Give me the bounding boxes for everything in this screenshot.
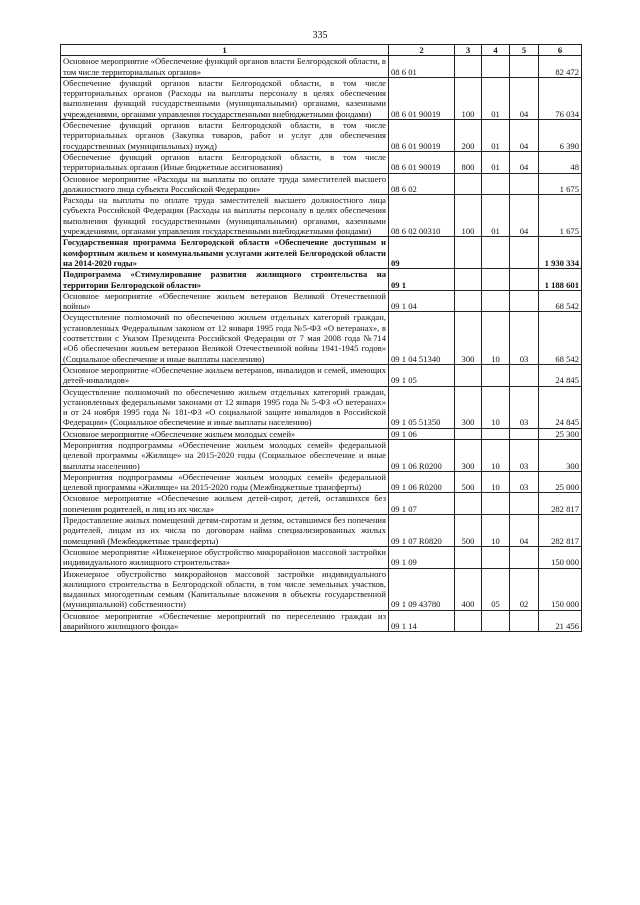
table-row — [61, 610, 582, 632]
row-target-article-code: 09 1 09 43780 — [389, 568, 455, 610]
row-section-code — [482, 546, 510, 568]
table-row — [61, 471, 582, 493]
table-row — [61, 173, 582, 195]
column-header-sum: 6 — [539, 45, 582, 56]
row-section-code: 01 — [482, 195, 510, 237]
row-amount: 1 675 — [539, 173, 582, 195]
row-expense-type-code — [455, 237, 482, 269]
row-target-article-code: 09 1 07 R0820 — [389, 515, 455, 547]
row-amount: 68 542 — [539, 290, 582, 312]
row-target-article-code: 09 — [389, 237, 455, 269]
row-target-article-code: 08 6 01 90019 — [389, 151, 455, 173]
budget-table — [60, 44, 582, 632]
row-subsection-code: 03 — [510, 471, 539, 493]
row-section-code: 10 — [482, 312, 510, 364]
table-row — [61, 56, 582, 78]
table-body — [61, 56, 582, 632]
row-expense-type-code: 300 — [455, 312, 482, 364]
row-name: Основное мероприятие «Обеспечение жильем ветеранов, инвалидов и семей, имеющих детей-инвалидов» — [61, 364, 389, 386]
row-name: Мероприятия подпрограммы «Обеспечение жильем молодых семей» федеральной целевой программы «Жилище» на 2015-2020 годы (Социальное обеспечение и иные выплаты населению) — [61, 439, 389, 471]
table-row — [61, 312, 582, 364]
row-amount: 282 817 — [539, 493, 582, 515]
column-header-csr: 2 — [389, 45, 455, 56]
row-expense-type-code: 500 — [455, 515, 482, 547]
row-target-article-code: 09 1 04 51340 — [389, 312, 455, 364]
row-section-code: 01 — [482, 77, 510, 119]
row-name: Основное мероприятие «Инженерное обустройство микрорайонов массовой застройки индивидуального жилищного строительства» — [61, 546, 389, 568]
row-expense-type-code — [455, 269, 482, 291]
row-target-article-code: 09 1 06 R0200 — [389, 439, 455, 471]
row-target-article-code: 09 1 04 — [389, 290, 455, 312]
column-header-vr: 3 — [455, 45, 482, 56]
row-target-article-code: 09 1 06 R0200 — [389, 471, 455, 493]
row-section-code — [482, 269, 510, 291]
row-subsection-code — [510, 173, 539, 195]
row-target-article-code: 08 6 02 00310 — [389, 195, 455, 237]
row-subsection-code: 04 — [510, 515, 539, 547]
row-target-article-code: 08 6 01 90019 — [389, 120, 455, 152]
row-amount: 68 542 — [539, 312, 582, 364]
row-amount: 150 000 — [539, 546, 582, 568]
table-row — [61, 546, 582, 568]
row-subsection-code — [510, 610, 539, 632]
row-amount: 24 845 — [539, 364, 582, 386]
row-expense-type-code — [455, 428, 482, 439]
row-section-code — [482, 290, 510, 312]
row-name: Обеспечение функций органов власти Белгородской области, в том числе территориальных органов (Иные бюджетные ассигнования) — [61, 151, 389, 173]
table-row — [61, 237, 582, 269]
row-amount: 25 300 — [539, 428, 582, 439]
column-header-rz: 4 — [482, 45, 510, 56]
row-name: Мероприятия подпрограммы «Обеспечение жильем молодых семей» федеральной целевой программы «Жилище» на 2015-2020 годы (Межбюджетные трансферты) — [61, 471, 389, 493]
row-section-code — [482, 428, 510, 439]
row-name: Основное мероприятие «Обеспечение жильем ветеранов Великой Отечественной войны» — [61, 290, 389, 312]
column-header-name: 1 — [61, 45, 389, 56]
row-section-code — [482, 237, 510, 269]
row-amount: 24 845 — [539, 386, 582, 428]
row-name: Предоставление жилых помещений детям-сиротам и детям, оставшимся без попечения родителей, лицам из их числа по договорам найма специализированных жилых помещений (Межбюджетные трансферты) — [61, 515, 389, 547]
row-subsection-code: 04 — [510, 151, 539, 173]
row-name: Инженерное обустройство микрорайонов массовой застройки индивидуального жилищного строительства в Белгородской области, в том числе земельных участков, выданных многодетным семьям (Капитальные вложения в объекты государственной (муниципальной) собственности) — [61, 568, 389, 610]
row-expense-type-code: 300 — [455, 386, 482, 428]
row-subsection-code: 03 — [510, 386, 539, 428]
table-row — [61, 386, 582, 428]
row-amount: 150 000 — [539, 568, 582, 610]
row-subsection-code — [510, 428, 539, 439]
row-subsection-code: 03 — [510, 312, 539, 364]
row-subsection-code: 04 — [510, 120, 539, 152]
table-row — [61, 515, 582, 547]
table-row — [61, 428, 582, 439]
column-header-prz: 5 — [510, 45, 539, 56]
row-section-code: 01 — [482, 120, 510, 152]
row-target-article-code: 09 1 14 — [389, 610, 455, 632]
table-row — [61, 269, 582, 291]
row-subsection-code — [510, 56, 539, 78]
row-subsection-code — [510, 364, 539, 386]
row-expense-type-code — [455, 493, 482, 515]
row-subsection-code — [510, 493, 539, 515]
row-expense-type-code — [455, 546, 482, 568]
row-amount: 1 188 601 — [539, 269, 582, 291]
row-expense-type-code: 500 — [455, 471, 482, 493]
table-row — [61, 77, 582, 119]
row-amount: 25 000 — [539, 471, 582, 493]
row-expense-type-code — [455, 364, 482, 386]
row-section-code — [482, 610, 510, 632]
row-expense-type-code: 100 — [455, 77, 482, 119]
row-expense-type-code: 800 — [455, 151, 482, 173]
row-target-article-code: 09 1 — [389, 269, 455, 291]
row-name: Государственная программа Белгородской области «Обеспечение доступным и комфортным жильем и коммунальными услугами жителей Белгородской области на 2014-2020 годы» — [61, 237, 389, 269]
row-expense-type-code: 100 — [455, 195, 482, 237]
row-expense-type-code — [455, 290, 482, 312]
row-target-article-code: 09 1 05 — [389, 364, 455, 386]
row-name: Основное мероприятие «Обеспечение жильем молодых семей» — [61, 428, 389, 439]
row-section-code: 01 — [482, 151, 510, 173]
row-section-code — [482, 364, 510, 386]
row-expense-type-code: 200 — [455, 120, 482, 152]
table-row — [61, 493, 582, 515]
row-name: Основное мероприятие «Обеспечение жильем детей-сирот, детей, оставшихся без попечения родителей, и лиц из их числа» — [61, 493, 389, 515]
row-section-code: 10 — [482, 471, 510, 493]
row-amount: 1 675 — [539, 195, 582, 237]
row-target-article-code: 09 1 07 — [389, 493, 455, 515]
row-amount: 6 390 — [539, 120, 582, 152]
row-section-code: 05 — [482, 568, 510, 610]
row-target-article-code: 09 1 06 — [389, 428, 455, 439]
row-target-article-code: 09 1 09 — [389, 546, 455, 568]
row-amount: 48 — [539, 151, 582, 173]
table-row — [61, 568, 582, 610]
row-target-article-code: 08 6 02 — [389, 173, 455, 195]
row-expense-type-code — [455, 56, 482, 78]
row-target-article-code: 09 1 05 51350 — [389, 386, 455, 428]
row-section-code — [482, 56, 510, 78]
row-amount: 300 — [539, 439, 582, 471]
row-amount: 21 456 — [539, 610, 582, 632]
row-amount: 282 817 — [539, 515, 582, 547]
row-subsection-code — [510, 546, 539, 568]
row-subsection-code — [510, 290, 539, 312]
row-target-article-code: 08 6 01 — [389, 56, 455, 78]
row-subsection-code: 04 — [510, 77, 539, 119]
row-name: Осуществление полномочий по обеспечению жильем отдельных категорий граждан, установленных Федеральным законом от 12 января 1995 года №5-ФЗ «О ветеранах», в соответствии с Указом Президента Российской Федерации от 7 мая 2008 года №714 «Об обеспечении жильем ветеранов Великой Отечественной войны 1941-1945 годов» (Социальное обеспечение и иные выплаты населению) — [61, 312, 389, 364]
row-expense-type-code — [455, 173, 482, 195]
table-row — [61, 151, 582, 173]
row-section-code: 10 — [482, 439, 510, 471]
row-amount: 1 930 334 — [539, 237, 582, 269]
table-row — [61, 195, 582, 237]
row-name: Расходы на выплаты по оплате труда заместителей высшего должностного лица субъекта Российской Федерации (Расходы на выплаты персоналу в целях обеспечения выполнения функций государственными (муниципальными) органами, казенными учреждениями, органами управления государственными внебюджетными фондами) — [61, 195, 389, 237]
row-expense-type-code — [455, 610, 482, 632]
row-section-code: 10 — [482, 386, 510, 428]
table-row — [61, 439, 582, 471]
table-row — [61, 120, 582, 152]
row-name: Осуществление полномочий по обеспечению жильем отдельных категорий граждан, установленных федеральными законами от 12 января 1995 года № 5-ФЗ «О ветеранах» и от 24 ноября 1995 года № 181-ФЗ «О социальной защите инвалидов в Российской Федерации» (Социальное обеспечение и иные выплаты населению) — [61, 386, 389, 428]
row-subsection-code: 03 — [510, 439, 539, 471]
table-row — [61, 290, 582, 312]
row-name: Основное мероприятие «Обеспечение мероприятий по переселению граждан из аварийного жилищного фонда» — [61, 610, 389, 632]
row-name: Основное мероприятие «Расходы на выплаты по оплате труда заместителей высшего должностного лица субъекта Российской Федерации» — [61, 173, 389, 195]
row-name: Обеспечение функций органов власти Белгородской области, в том числе территориальных органов (Закупка товаров, работ и услуг для обеспечения государственных (муниципальных) нужд) — [61, 120, 389, 152]
page-number: 335 — [312, 30, 328, 41]
row-amount: 76 034 — [539, 77, 582, 119]
row-subsection-code: 04 — [510, 195, 539, 237]
row-subsection-code: 02 — [510, 568, 539, 610]
row-section-code — [482, 493, 510, 515]
table-row — [61, 364, 582, 386]
row-section-code — [482, 173, 510, 195]
row-name: Основное мероприятие «Обеспечение функций органов власти Белгородской области, в том числе территориальных органов» — [61, 56, 389, 78]
row-name: Подпрограмма «Стимулирование развития жилищного строительства на территории Белгородской области» — [61, 269, 389, 291]
row-name: Обеспечение функций органов власти Белгородской области, в том числе территориальных органов (Расходы на выплаты персоналу в целях обеспечения выполнения функций государственными (муниципальными) органами, казенными учреждениями, органами управления государственными внебюджетными фондами) — [61, 77, 389, 119]
row-expense-type-code: 400 — [455, 568, 482, 610]
row-expense-type-code: 300 — [455, 439, 482, 471]
row-section-code: 10 — [482, 515, 510, 547]
table-header-row — [61, 45, 582, 56]
row-subsection-code — [510, 237, 539, 269]
row-amount: 82 472 — [539, 56, 582, 78]
row-subsection-code — [510, 269, 539, 291]
row-target-article-code: 08 6 01 90019 — [389, 77, 455, 119]
